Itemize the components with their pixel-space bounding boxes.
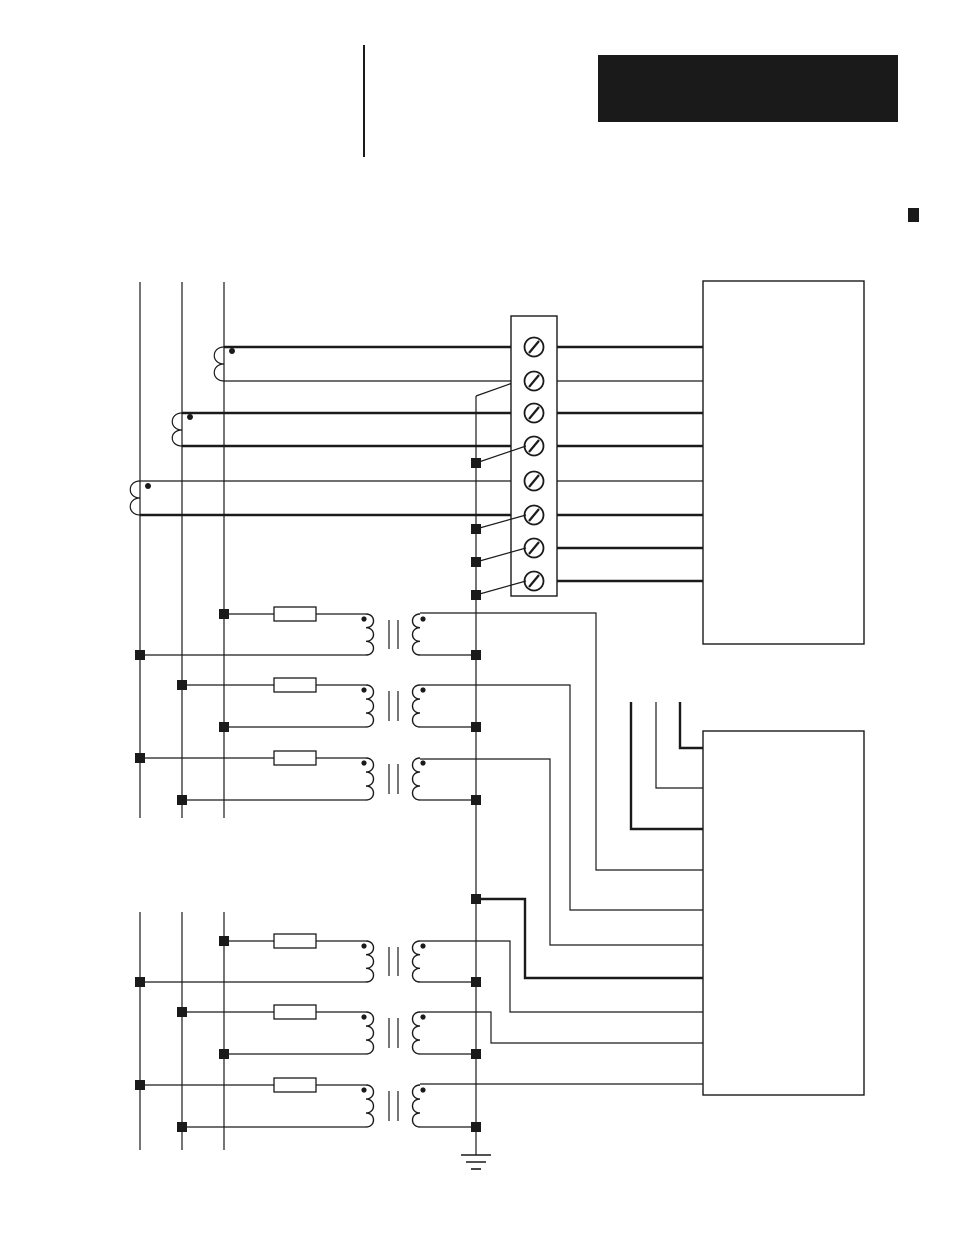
- fuse-4: [274, 934, 316, 948]
- terminal-screw-1: [525, 338, 544, 357]
- junction-node: [471, 977, 481, 987]
- terminal-screw-3: [525, 404, 544, 423]
- junction-node: [135, 650, 145, 660]
- current-transformer-1: [214, 347, 703, 381]
- terminal-screw-6: [525, 506, 544, 525]
- meter-device-lower: [703, 731, 864, 1095]
- fuse-3: [274, 751, 316, 765]
- meter-device-upper: [703, 281, 864, 644]
- junction-node: [471, 650, 481, 660]
- terminal-screw-4: [525, 437, 544, 456]
- junction-node: [177, 1007, 187, 1017]
- junction-node: [471, 557, 481, 567]
- junction-node: [219, 722, 229, 732]
- terminal-screw-2: [525, 372, 544, 391]
- bus-lines-lower: [140, 912, 224, 1150]
- fuse-1: [274, 607, 316, 621]
- terminal-screw-5: [525, 472, 544, 491]
- junction-node: [219, 1049, 229, 1059]
- current-transformer-2: [172, 413, 703, 446]
- potential-transformer-6: [140, 1078, 476, 1127]
- control-lines: [631, 702, 703, 829]
- junction-nodes: [135, 446, 526, 1132]
- junction-node: [471, 524, 481, 534]
- potential-transformer-1: [140, 607, 476, 655]
- junction-node: [471, 1049, 481, 1059]
- fuse-2: [274, 678, 316, 692]
- junction-node: [177, 680, 187, 690]
- junction-node: [471, 795, 481, 805]
- junction-node: [177, 795, 187, 805]
- secondary-routing: [420, 613, 703, 1084]
- ground-symbol: [461, 1152, 491, 1169]
- header-title-block: [598, 55, 898, 122]
- bus-lines-upper: [140, 282, 224, 818]
- potential-transformer-3: [140, 751, 476, 800]
- junction-node: [471, 1122, 481, 1132]
- junction-node: [471, 894, 481, 904]
- junction-node: [135, 1080, 145, 1090]
- current-transformer-3: [130, 481, 703, 581]
- junction-node: [219, 936, 229, 946]
- page-tab-marker: [908, 208, 919, 222]
- terminal-screw-7: [525, 539, 544, 558]
- junction-node: [135, 753, 145, 763]
- junction-node: [471, 722, 481, 732]
- junction-node: [177, 1122, 187, 1132]
- junction-node: [471, 458, 481, 468]
- fuse-5: [274, 1005, 316, 1019]
- terminal-screw-8: [525, 572, 544, 591]
- junction-node: [135, 977, 145, 987]
- junction-node: [219, 609, 229, 619]
- fuse-6: [274, 1078, 316, 1092]
- junction-node: [471, 590, 481, 600]
